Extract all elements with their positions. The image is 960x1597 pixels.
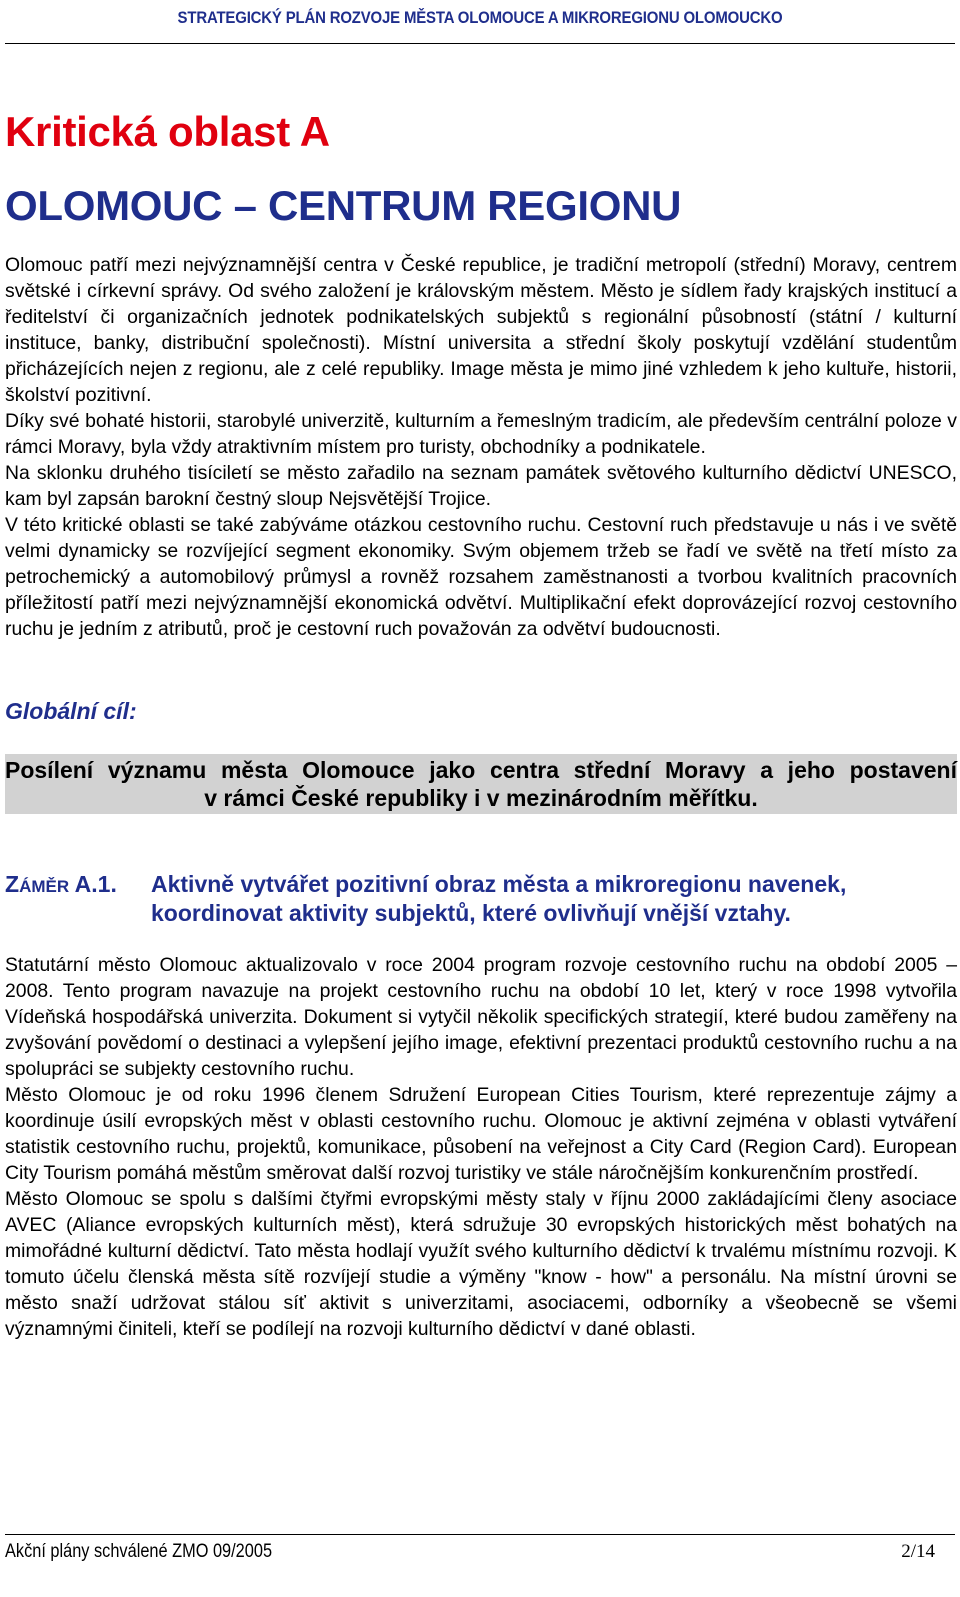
page-content [5, 100, 957, 1342]
zamer-paragraph-2: Město Olomouc je od roku 1996 členem Sdružení European Cities Tourism, které reprezentuje zájmy a koordinuje úsilí evropských měst v oblasti cestovního ruchu. Olomouc je aktivní zejména v oblasti vytváření statistik cestovního ruchu, projektů, komunikace, působení na veřejnost a City Card (Region Card). European City Tourism pomáhá městům směrovat další rozvoj turistiky ve stále náročnějším konkurenčním prostředí. [5, 1084, 957, 1184]
page-number: 2/14 [901, 1541, 935, 1562]
global-goal-box [5, 754, 957, 814]
intro-paragraph-4: V této kritické oblasti se také zabýváme otázkou cestovního ruchu. Cestovní ruch představuje u nás i ve světě velmi dynamicky se rozvíjející segment ekonomiky. Svým objemem tržeb se řadí ve světě na třetí místo za petrochemický a automobilový průmysl a rovněž rozsahem zaměstnanosti a tvorbou kvalitních pracovních příležitostí patří mezi nejvýznamnější ekonomická odvětví. Multiplikační efekt doprovázející rozvoj cestovního ruchu je jedním z atributů, proč je cestovní ruch považován za odvětví budoucnosti. [5, 514, 957, 640]
zamer-id-number: A.1. [69, 871, 117, 897]
section-title: Kritická oblast A [5, 108, 330, 155]
intro-paragraph-3: Na sklonku druhého tisíciletí se město zařadilo na seznam památek světového kulturního dědictví UNESCO, kam byl zapsán barokní čestný sloup Nejsvětější Trojice. [5, 462, 957, 510]
footer-note: Akční plány schválené ZMO 09/2005 [5, 1541, 273, 1562]
global-goal-line-2: v rámci České republiky i v mezinárodním měřítku. [204, 785, 758, 811]
page-footer [5, 1534, 955, 1566]
zamer-paragraph-3: Město Olomouc se spolu s dalšími čtyřmi evropskými městy staly v říjnu 2000 zakládajícími členy asociace AVEC (Aliance evropských kulturních měst), která sdružuje 30 evropských historických měst bohatých na mimořádné kulturní dědictví. Tato města hodlají využít svého kulturního dědictví k trvalému místnímu rozvoji. K tomuto účelu členská města sítě rozvíjejí studie a výměny "know - how" a personálu. Na místní úrovni se město snaží udržovat stálou síť aktivit s univerzitami, asociacemi, odborníky a všeobecně se všemi významnými činiteli, kteří se podílejí na rozvoji kulturního dědictví v dané oblasti. [5, 1188, 957, 1340]
zamer-id-rest: ÁMĚR [19, 877, 70, 896]
zamer-id [5, 870, 151, 928]
page-header [5, 0, 955, 44]
document-title: STRATEGICKÝ PLÁN ROZVOJE MĚSTA OLOMOUCE A MIKROREGIONU OLOMOUCKO [177, 8, 783, 27]
zamer-paragraph-1: Statutární město Olomouc aktualizovalo v roce 2004 program rozvoje cestovního ruchu na období 2005 – 2008. Tento program navazuje na projekt cestovního ruchu na období 10 let, který v roce 1998 vytvořila Vídeňská hospodářská univerzita. Dokument si vytyčil několik specifických strategií, které budou zaměřeny na zvyšování povědomí o destinaci a vylepšení jejího image, efektivní prezentaci produktů cestovního ruchu a na spolupráci se subjekty cestovního ruchu. [5, 954, 957, 1080]
zamer-heading [5, 870, 957, 928]
global-goal-line-1: Posílení významu města Olomouce jako centra střední Moravy a jeho postavení [5, 757, 957, 783]
intro-paragraph-1: Olomouc patří mezi nejvýznamnější centra v České republice, je tradiční metropolí (střední) Moravy, centrem světské i církevní správy. Od svého založení je královským městem. Město je sídlem řady krajských institucí a ředitelství či organizačních jednotek podnikatelských subjektů s regionální působností (státní / kulturní instituce, banky, distribuční společnosti). Místní universita a střední školy poskytují vzdělání studentům přicházejících nejen z regionu, ale z celé republiky. Image města je mimo jiné vzhledem k jeho kultuře, historii, školství pozitivní. [5, 254, 957, 406]
global-goal-label: Globální cíl: [5, 698, 137, 724]
zamer-title: Aktivně vytvářet pozitivní obraz města a mikroregionu navenek, koordinovat aktivity subjektů, které ovlivňují vnější vztahy. [151, 871, 847, 926]
intro-paragraph-2: Díky své bohaté historii, starobylé univerzitě, kulturním a řemeslným tradicím, ale především centrální poloze v rámci Moravy, byla vždy atraktivním místem pro turisty, obchodníky a podnikatele. [5, 410, 957, 458]
section-subtitle: OLOMOUC – CENTRUM REGIONU [5, 182, 682, 229]
zamer-id-initial: Z [5, 871, 20, 897]
